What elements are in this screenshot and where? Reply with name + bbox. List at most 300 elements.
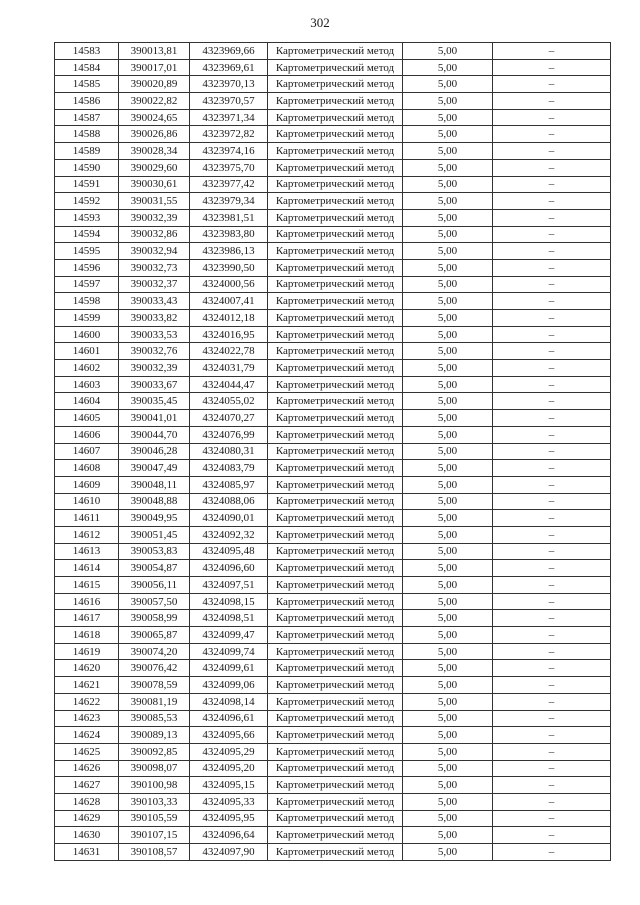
accuracy-cell: 5,00 <box>403 426 493 443</box>
note-cell: – <box>493 209 611 226</box>
method-cell: Картометрический метод <box>268 593 403 610</box>
note-cell: – <box>493 226 611 243</box>
y-coordinate-cell: 4324099,61 <box>190 660 268 677</box>
x-coordinate-cell: 390089,13 <box>119 727 190 744</box>
note-cell: – <box>493 560 611 577</box>
accuracy-cell: 5,00 <box>403 476 493 493</box>
note-cell: – <box>493 643 611 660</box>
point-number-cell: 14609 <box>55 476 119 493</box>
table-row <box>55 560 611 577</box>
x-coordinate-cell: 390076,42 <box>119 660 190 677</box>
accuracy-cell: 5,00 <box>403 76 493 93</box>
accuracy-cell: 5,00 <box>403 59 493 76</box>
point-number-cell: 14606 <box>55 426 119 443</box>
x-coordinate-cell: 390026,86 <box>119 126 190 143</box>
table-row <box>55 310 611 327</box>
y-coordinate-cell: 4324099,47 <box>190 627 268 644</box>
method-cell: Картометрический метод <box>268 410 403 427</box>
x-coordinate-cell: 390030,61 <box>119 176 190 193</box>
table-row <box>55 293 611 310</box>
accuracy-cell: 5,00 <box>403 293 493 310</box>
y-coordinate-cell: 4323974,16 <box>190 143 268 160</box>
note-cell: – <box>493 59 611 76</box>
accuracy-cell: 5,00 <box>403 560 493 577</box>
y-coordinate-cell: 4324098,15 <box>190 593 268 610</box>
x-coordinate-cell: 390051,45 <box>119 526 190 543</box>
note-cell: – <box>493 360 611 377</box>
accuracy-cell: 5,00 <box>403 577 493 594</box>
table-row <box>55 193 611 210</box>
table-row <box>55 126 611 143</box>
accuracy-cell: 5,00 <box>403 677 493 694</box>
accuracy-cell: 5,00 <box>403 610 493 627</box>
note-cell: – <box>493 627 611 644</box>
method-cell: Картометрический метод <box>268 176 403 193</box>
accuracy-cell: 5,00 <box>403 844 493 861</box>
table-row <box>55 526 611 543</box>
y-coordinate-cell: 4324095,95 <box>190 810 268 827</box>
x-coordinate-cell: 390100,98 <box>119 777 190 794</box>
method-cell: Картометрический метод <box>268 259 403 276</box>
accuracy-cell: 5,00 <box>403 443 493 460</box>
y-coordinate-cell: 4323979,34 <box>190 193 268 210</box>
method-cell: Картометрический метод <box>268 276 403 293</box>
note-cell: – <box>493 43 611 60</box>
y-coordinate-cell: 4323983,80 <box>190 226 268 243</box>
table-row <box>55 143 611 160</box>
note-cell: – <box>493 159 611 176</box>
point-number-cell: 14613 <box>55 543 119 560</box>
point-number-cell: 14587 <box>55 109 119 126</box>
y-coordinate-cell: 4324000,56 <box>190 276 268 293</box>
point-number-cell: 14616 <box>55 593 119 610</box>
point-number-cell: 14603 <box>55 376 119 393</box>
point-number-cell: 14608 <box>55 460 119 477</box>
point-number-cell: 14597 <box>55 276 119 293</box>
method-cell: Картометрический метод <box>268 677 403 694</box>
method-cell: Картометрический метод <box>268 526 403 543</box>
accuracy-cell: 5,00 <box>403 126 493 143</box>
note-cell: – <box>493 259 611 276</box>
note-cell: – <box>493 476 611 493</box>
y-coordinate-cell: 4324095,20 <box>190 760 268 777</box>
point-number-cell: 14627 <box>55 777 119 794</box>
method-cell: Картометрический метод <box>268 59 403 76</box>
x-coordinate-cell: 390053,83 <box>119 543 190 560</box>
method-cell: Картометрический метод <box>268 510 403 527</box>
point-number-cell: 14619 <box>55 643 119 660</box>
point-number-cell: 14626 <box>55 760 119 777</box>
note-cell: – <box>493 677 611 694</box>
point-number-cell: 14592 <box>55 193 119 210</box>
x-coordinate-cell: 390049,95 <box>119 510 190 527</box>
point-number-cell: 14589 <box>55 143 119 160</box>
note-cell: – <box>493 293 611 310</box>
y-coordinate-cell: 4323970,13 <box>190 76 268 93</box>
accuracy-cell: 5,00 <box>403 410 493 427</box>
table-row <box>55 176 611 193</box>
method-cell: Картометрический метод <box>268 143 403 160</box>
note-cell: – <box>493 76 611 93</box>
method-cell: Картометрический метод <box>268 93 403 110</box>
accuracy-cell: 5,00 <box>403 793 493 810</box>
note-cell: – <box>493 810 611 827</box>
note-cell: – <box>493 460 611 477</box>
y-coordinate-cell: 4324097,51 <box>190 577 268 594</box>
x-coordinate-cell: 390054,87 <box>119 560 190 577</box>
note-cell: – <box>493 276 611 293</box>
y-coordinate-cell: 4323970,57 <box>190 93 268 110</box>
note-cell: – <box>493 426 611 443</box>
x-coordinate-cell: 390032,37 <box>119 276 190 293</box>
y-coordinate-cell: 4324096,64 <box>190 827 268 844</box>
x-coordinate-cell: 390048,11 <box>119 476 190 493</box>
y-coordinate-cell: 4324012,18 <box>190 310 268 327</box>
accuracy-cell: 5,00 <box>403 593 493 610</box>
y-coordinate-cell: 4323969,61 <box>190 59 268 76</box>
y-coordinate-cell: 4324097,90 <box>190 844 268 861</box>
method-cell: Картометрический метод <box>268 159 403 176</box>
table-row <box>55 677 611 694</box>
accuracy-cell: 5,00 <box>403 393 493 410</box>
y-coordinate-cell: 4324080,31 <box>190 443 268 460</box>
y-coordinate-cell: 4324090,01 <box>190 510 268 527</box>
table-row <box>55 577 611 594</box>
y-coordinate-cell: 4324096,61 <box>190 710 268 727</box>
table-row <box>55 226 611 243</box>
table-row <box>55 743 611 760</box>
x-coordinate-cell: 390032,86 <box>119 226 190 243</box>
method-cell: Картометрический метод <box>268 693 403 710</box>
x-coordinate-cell: 390078,59 <box>119 677 190 694</box>
x-coordinate-cell: 390107,15 <box>119 827 190 844</box>
method-cell: Картометрический метод <box>268 109 403 126</box>
x-coordinate-cell: 390032,39 <box>119 360 190 377</box>
point-number-cell: 14602 <box>55 360 119 377</box>
point-number-cell: 14599 <box>55 310 119 327</box>
coordinates-table-body <box>55 43 611 861</box>
point-number-cell: 14607 <box>55 443 119 460</box>
table-row <box>55 844 611 861</box>
note-cell: – <box>493 310 611 327</box>
table-row <box>55 710 611 727</box>
method-cell: Картометрический метод <box>268 610 403 627</box>
point-number-cell: 14620 <box>55 660 119 677</box>
x-coordinate-cell: 390024,65 <box>119 109 190 126</box>
table-row <box>55 159 611 176</box>
method-cell: Картометрический метод <box>268 727 403 744</box>
accuracy-cell: 5,00 <box>403 710 493 727</box>
point-number-cell: 14588 <box>55 126 119 143</box>
point-number-cell: 14631 <box>55 844 119 861</box>
point-number-cell: 14623 <box>55 710 119 727</box>
accuracy-cell: 5,00 <box>403 526 493 543</box>
table-row <box>55 543 611 560</box>
table-row <box>55 660 611 677</box>
method-cell: Картометрический метод <box>268 460 403 477</box>
note-cell: – <box>493 660 611 677</box>
method-cell: Картометрический метод <box>268 343 403 360</box>
table-row <box>55 93 611 110</box>
note-cell: – <box>493 93 611 110</box>
method-cell: Картометрический метод <box>268 627 403 644</box>
accuracy-cell: 5,00 <box>403 660 493 677</box>
x-coordinate-cell: 390047,49 <box>119 460 190 477</box>
accuracy-cell: 5,00 <box>403 827 493 844</box>
note-cell: – <box>493 610 611 627</box>
method-cell: Картометрический метод <box>268 743 403 760</box>
table-row <box>55 760 611 777</box>
note-cell: – <box>493 743 611 760</box>
accuracy-cell: 5,00 <box>403 360 493 377</box>
point-number-cell: 14590 <box>55 159 119 176</box>
table-row <box>55 426 611 443</box>
accuracy-cell: 5,00 <box>403 810 493 827</box>
y-coordinate-cell: 4324044,47 <box>190 376 268 393</box>
y-coordinate-cell: 4323977,42 <box>190 176 268 193</box>
table-row <box>55 59 611 76</box>
y-coordinate-cell: 4324095,66 <box>190 727 268 744</box>
x-coordinate-cell: 390048,88 <box>119 493 190 510</box>
point-number-cell: 14614 <box>55 560 119 577</box>
y-coordinate-cell: 4324092,32 <box>190 526 268 543</box>
accuracy-cell: 5,00 <box>403 343 493 360</box>
method-cell: Картометрический метод <box>268 243 403 260</box>
method-cell: Картометрический метод <box>268 810 403 827</box>
point-number-cell: 14622 <box>55 693 119 710</box>
accuracy-cell: 5,00 <box>403 243 493 260</box>
x-coordinate-cell: 390032,94 <box>119 243 190 260</box>
x-coordinate-cell: 390065,87 <box>119 627 190 644</box>
method-cell: Картометрический метод <box>268 827 403 844</box>
x-coordinate-cell: 390033,53 <box>119 326 190 343</box>
method-cell: Картометрический метод <box>268 76 403 93</box>
point-number-cell: 14591 <box>55 176 119 193</box>
table-row <box>55 343 611 360</box>
accuracy-cell: 5,00 <box>403 109 493 126</box>
x-coordinate-cell: 390017,01 <box>119 59 190 76</box>
x-coordinate-cell: 390092,85 <box>119 743 190 760</box>
accuracy-cell: 5,00 <box>403 510 493 527</box>
y-coordinate-cell: 4323975,70 <box>190 159 268 176</box>
note-cell: – <box>493 760 611 777</box>
point-number-cell: 14612 <box>55 526 119 543</box>
method-cell: Картометрический метод <box>268 643 403 660</box>
table-row <box>55 810 611 827</box>
x-coordinate-cell: 390032,39 <box>119 209 190 226</box>
accuracy-cell: 5,00 <box>403 209 493 226</box>
method-cell: Картометрический метод <box>268 43 403 60</box>
accuracy-cell: 5,00 <box>403 693 493 710</box>
accuracy-cell: 5,00 <box>403 43 493 60</box>
table-row <box>55 510 611 527</box>
table-row <box>55 259 611 276</box>
x-coordinate-cell: 390032,73 <box>119 259 190 276</box>
point-number-cell: 14621 <box>55 677 119 694</box>
x-coordinate-cell: 390074,20 <box>119 643 190 660</box>
note-cell: – <box>493 543 611 560</box>
method-cell: Картометрический метод <box>268 293 403 310</box>
note-cell: – <box>493 526 611 543</box>
point-number-cell: 14630 <box>55 827 119 844</box>
y-coordinate-cell: 4324095,29 <box>190 743 268 760</box>
method-cell: Картометрический метод <box>268 360 403 377</box>
accuracy-cell: 5,00 <box>403 193 493 210</box>
x-coordinate-cell: 390035,45 <box>119 393 190 410</box>
accuracy-cell: 5,00 <box>403 643 493 660</box>
note-cell: – <box>493 577 611 594</box>
table-row <box>55 243 611 260</box>
method-cell: Картометрический метод <box>268 193 403 210</box>
y-coordinate-cell: 4323990,50 <box>190 259 268 276</box>
point-number-cell: 14625 <box>55 743 119 760</box>
accuracy-cell: 5,00 <box>403 93 493 110</box>
method-cell: Картометрический метод <box>268 476 403 493</box>
x-coordinate-cell: 390031,55 <box>119 193 190 210</box>
table-row <box>55 410 611 427</box>
y-coordinate-cell: 4324095,15 <box>190 777 268 794</box>
table-row <box>55 643 611 660</box>
note-cell: – <box>493 693 611 710</box>
accuracy-cell: 5,00 <box>403 760 493 777</box>
point-number-cell: 14618 <box>55 627 119 644</box>
accuracy-cell: 5,00 <box>403 727 493 744</box>
y-coordinate-cell: 4324055,02 <box>190 393 268 410</box>
coordinates-table <box>54 42 611 861</box>
note-cell: – <box>493 393 611 410</box>
x-coordinate-cell: 390098,07 <box>119 760 190 777</box>
point-number-cell: 14601 <box>55 343 119 360</box>
y-coordinate-cell: 4324099,06 <box>190 677 268 694</box>
accuracy-cell: 5,00 <box>403 543 493 560</box>
x-coordinate-cell: 390032,76 <box>119 343 190 360</box>
point-number-cell: 14628 <box>55 793 119 810</box>
table-row <box>55 443 611 460</box>
x-coordinate-cell: 390033,82 <box>119 310 190 327</box>
accuracy-cell: 5,00 <box>403 627 493 644</box>
point-number-cell: 14617 <box>55 610 119 627</box>
y-coordinate-cell: 4324098,51 <box>190 610 268 627</box>
note-cell: – <box>493 243 611 260</box>
note-cell: – <box>493 510 611 527</box>
point-number-cell: 14583 <box>55 43 119 60</box>
x-coordinate-cell: 390046,28 <box>119 443 190 460</box>
page-number: 302 <box>310 15 330 30</box>
method-cell: Картометрический метод <box>268 543 403 560</box>
method-cell: Картометрический метод <box>268 760 403 777</box>
accuracy-cell: 5,00 <box>403 493 493 510</box>
table-row <box>55 610 611 627</box>
table-row <box>55 793 611 810</box>
y-coordinate-cell: 4323969,66 <box>190 43 268 60</box>
x-coordinate-cell: 390105,59 <box>119 810 190 827</box>
table-row <box>55 76 611 93</box>
y-coordinate-cell: 4323971,34 <box>190 109 268 126</box>
method-cell: Картометрический метод <box>268 443 403 460</box>
x-coordinate-cell: 390108,57 <box>119 844 190 861</box>
x-coordinate-cell: 390058,99 <box>119 610 190 627</box>
point-number-cell: 14593 <box>55 209 119 226</box>
accuracy-cell: 5,00 <box>403 376 493 393</box>
accuracy-cell: 5,00 <box>403 143 493 160</box>
x-coordinate-cell: 390020,89 <box>119 76 190 93</box>
table-row <box>55 627 611 644</box>
table-row <box>55 693 611 710</box>
accuracy-cell: 5,00 <box>403 159 493 176</box>
method-cell: Картометрический метод <box>268 426 403 443</box>
point-number-cell: 14604 <box>55 393 119 410</box>
y-coordinate-cell: 4324007,41 <box>190 293 268 310</box>
note-cell: – <box>493 343 611 360</box>
accuracy-cell: 5,00 <box>403 310 493 327</box>
method-cell: Картометрический метод <box>268 209 403 226</box>
method-cell: Картометрический метод <box>268 310 403 327</box>
note-cell: – <box>493 410 611 427</box>
point-number-cell: 14605 <box>55 410 119 427</box>
table-row <box>55 43 611 60</box>
y-coordinate-cell: 4323972,82 <box>190 126 268 143</box>
note-cell: – <box>493 376 611 393</box>
note-cell: – <box>493 443 611 460</box>
note-cell: – <box>493 593 611 610</box>
x-coordinate-cell: 390056,11 <box>119 577 190 594</box>
x-coordinate-cell: 390057,50 <box>119 593 190 610</box>
point-number-cell: 14624 <box>55 727 119 744</box>
table-row <box>55 376 611 393</box>
method-cell: Картометрический метод <box>268 777 403 794</box>
y-coordinate-cell: 4324083,79 <box>190 460 268 477</box>
y-coordinate-cell: 4323981,51 <box>190 209 268 226</box>
table-row <box>55 109 611 126</box>
method-cell: Картометрический метод <box>268 326 403 343</box>
table-row <box>55 393 611 410</box>
point-number-cell: 14594 <box>55 226 119 243</box>
point-number-cell: 14600 <box>55 326 119 343</box>
method-cell: Картометрический метод <box>268 376 403 393</box>
method-cell: Картометрический метод <box>268 393 403 410</box>
x-coordinate-cell: 390029,60 <box>119 159 190 176</box>
table-row <box>55 777 611 794</box>
point-number-cell: 14610 <box>55 493 119 510</box>
accuracy-cell: 5,00 <box>403 176 493 193</box>
note-cell: – <box>493 827 611 844</box>
method-cell: Картометрический метод <box>268 710 403 727</box>
accuracy-cell: 5,00 <box>403 276 493 293</box>
x-coordinate-cell: 390103,33 <box>119 793 190 810</box>
method-cell: Картометрический метод <box>268 560 403 577</box>
note-cell: – <box>493 126 611 143</box>
point-number-cell: 14629 <box>55 810 119 827</box>
method-cell: Картометрический метод <box>268 844 403 861</box>
note-cell: – <box>493 143 611 160</box>
note-cell: – <box>493 193 611 210</box>
x-coordinate-cell: 390033,67 <box>119 376 190 393</box>
x-coordinate-cell: 390081,19 <box>119 693 190 710</box>
x-coordinate-cell: 390033,43 <box>119 293 190 310</box>
x-coordinate-cell: 390085,53 <box>119 710 190 727</box>
method-cell: Картометрический метод <box>268 660 403 677</box>
y-coordinate-cell: 4324031,79 <box>190 360 268 377</box>
table-row <box>55 460 611 477</box>
table-row <box>55 360 611 377</box>
method-cell: Картометрический метод <box>268 493 403 510</box>
x-coordinate-cell: 390022,82 <box>119 93 190 110</box>
x-coordinate-cell: 390028,34 <box>119 143 190 160</box>
y-coordinate-cell: 4323986,13 <box>190 243 268 260</box>
point-number-cell: 14586 <box>55 93 119 110</box>
note-cell: – <box>493 109 611 126</box>
method-cell: Картометрический метод <box>268 793 403 810</box>
